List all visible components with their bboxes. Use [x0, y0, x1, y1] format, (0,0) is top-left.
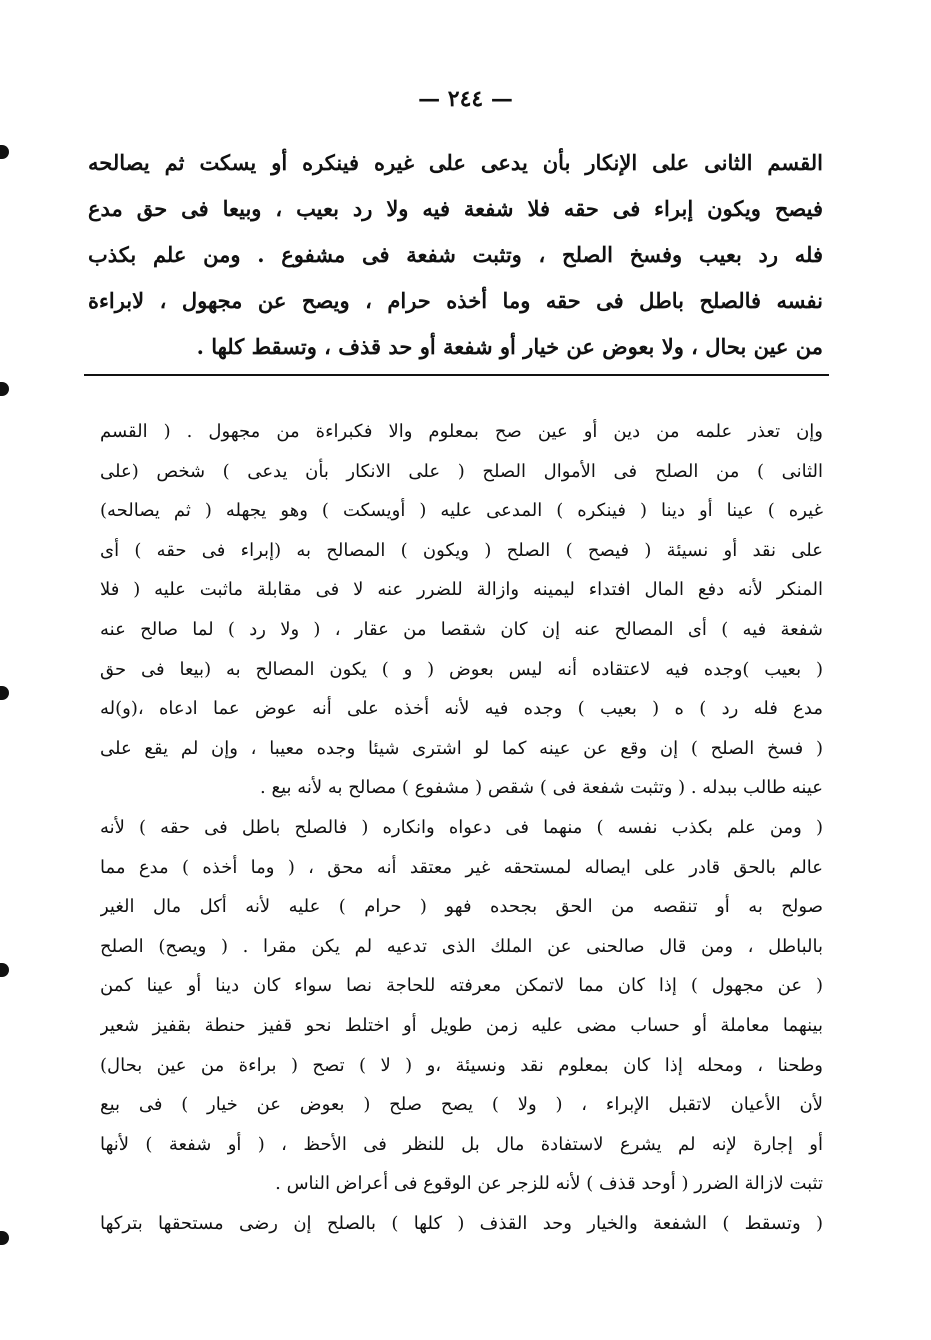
commentary-line: لأن الأعيان لاتقبل الإبراء ، ( ولا ) يصح صلح ( بعوض عن خيار ) فى بيع	[100, 1094, 823, 1116]
commentary-line: عينه طالب ببدله . ( وتثبت شفعة فى ) شقص ( مشفوع ) مصالح به لأنه بيع .	[260, 777, 823, 799]
commentary-line: مدع فله رد ) ه ( بعيب ) وجده فيه لأنه أخذه على أنه عوض عما ادعاه ،(و)له	[100, 698, 823, 720]
binding-hole-mark	[0, 1231, 9, 1245]
commentary-line: عالم بالحق قادر على ايصاله لمستحقه غير معتقد أنه محق ، ( وما أخذه ) مدع مما	[100, 856, 823, 878]
binding-hole-mark	[0, 963, 9, 977]
commentary-line: على نقد أو نسيئة ( فيصح ) الصلح ( ويكون ) المصالح به (إبراء فى حقه ) أى	[100, 539, 823, 561]
commentary-line: ( عن مجهول ) إذا كان مما لاتمكن معرفته للحاجة نصا سواء كان دينا أو عينا كمن	[100, 975, 823, 997]
commentary-line: شفعة فيه ) أى المصالح عنه إن كان شقصا من عقار ، ( ولا رد ) لما صالح عنه	[100, 618, 823, 640]
main-text-line: نفسه فالصلح باطل فى حقه وما أخذه حرام ، ويصح عن مجهول ، لابراءة	[88, 288, 823, 313]
commentary-line: بينهما معاملة أو حساب مضى عليه زمن طويل أو اختلط نحو قفيز حنطة بقفيز شعير	[100, 1014, 823, 1036]
commentary-line: صولح به أو تنقصه من الحق بجحده فهو ( حرام ) عليه لأنه أكل مال الغير	[100, 896, 823, 918]
commentary-line: ( وتسقط ) الشفعة والخيار وحد القذف ( كلها ) بالصلح إن رضى مستحقها بتركها	[100, 1212, 823, 1234]
section-divider	[84, 374, 829, 376]
main-text-line: فيصح ويكون إبراء فى حقه فلا شفعة فيه ولا رد بعيب ، وبيعا فى حق مدع	[88, 196, 823, 221]
binding-hole-mark	[0, 145, 9, 159]
main-text-line: فله رد بعيب وفسخ الصلح ، وتثبت شفعة فى مشفوع . ومن علم بكذب	[88, 242, 823, 267]
commentary-text-block	[100, 412, 823, 1243]
commentary-line: وإن تعذر علمه من دين أو عين صح بمعلوم والا فكبراءة من مجهول . ( القسم	[100, 421, 823, 442]
main-text-block	[88, 140, 823, 370]
main-text-line: من عين بحال ، ولا بعوض عن خيار أو شفعة أو حد قذف ، وتسقط كلها .	[196, 334, 823, 359]
commentary-line: المنكر لأنه دفع المال افتداء ليمينه وازالة للضرر عنه لا فى مقابلة ماثبت عليه ( فلا	[100, 579, 823, 601]
commentary-line: ( فسخ الصلح ) إن وقع عن عينه كما لو اشترى شيئا وجده معيبا ، وإن لم يقع على	[100, 737, 823, 759]
commentary-line: الثانى ) من الصلح فى الأموال الصلح ( على الانكار بأن يدعى ) شخص (على	[100, 460, 823, 482]
commentary-line: ( ومن علم بكذب نفسه ) منهما فى دعواه وانكاره ( فالصلح باطل فى حقه ) لأنه	[100, 816, 823, 838]
commentary-line: تثبت لازالة الضرر ( أوحد قذف ) لأنه للزجر عن الوقوع فى أعراض الناس .	[275, 1173, 823, 1195]
commentary-line: بالباطل ، ومن قال صالحنى عن الملك الذى تدعيه لم يكن مقرا . ( ويصح) الصلح	[100, 935, 823, 957]
binding-hole-mark	[0, 686, 9, 700]
commentary-line: أو إجارة لإنه لم يشرع لاستفادة مال بل للنظر فى الأحظ ، ( أو شفعة ) لأنها	[100, 1133, 823, 1155]
binding-hole-mark	[0, 382, 9, 396]
commentary-line: ( بعيب )وجده فيه لاعتقاده أنه ليس بعوض ( و ) يكون المصالح به (بيعا فى حق	[100, 658, 823, 680]
commentary-line: وطحنا ، ومحله إذا كان بمعلوم نقد ونسيئة ،و ( لا ) تصح ( براءة من عين بحال)	[100, 1054, 823, 1076]
page-number: — ٢٤٤ —	[418, 86, 513, 112]
main-text-line: القسم الثانى على الإنكار بأن يدعى على غيره فينكره أو يسكت ثم يصالحه	[88, 150, 823, 175]
commentary-line: غيره ) عينا أو دينا ( فينكره ) المدعى عليه ( أويسكت ) وهو يجهله ( ثم يصالحه)	[100, 500, 823, 522]
